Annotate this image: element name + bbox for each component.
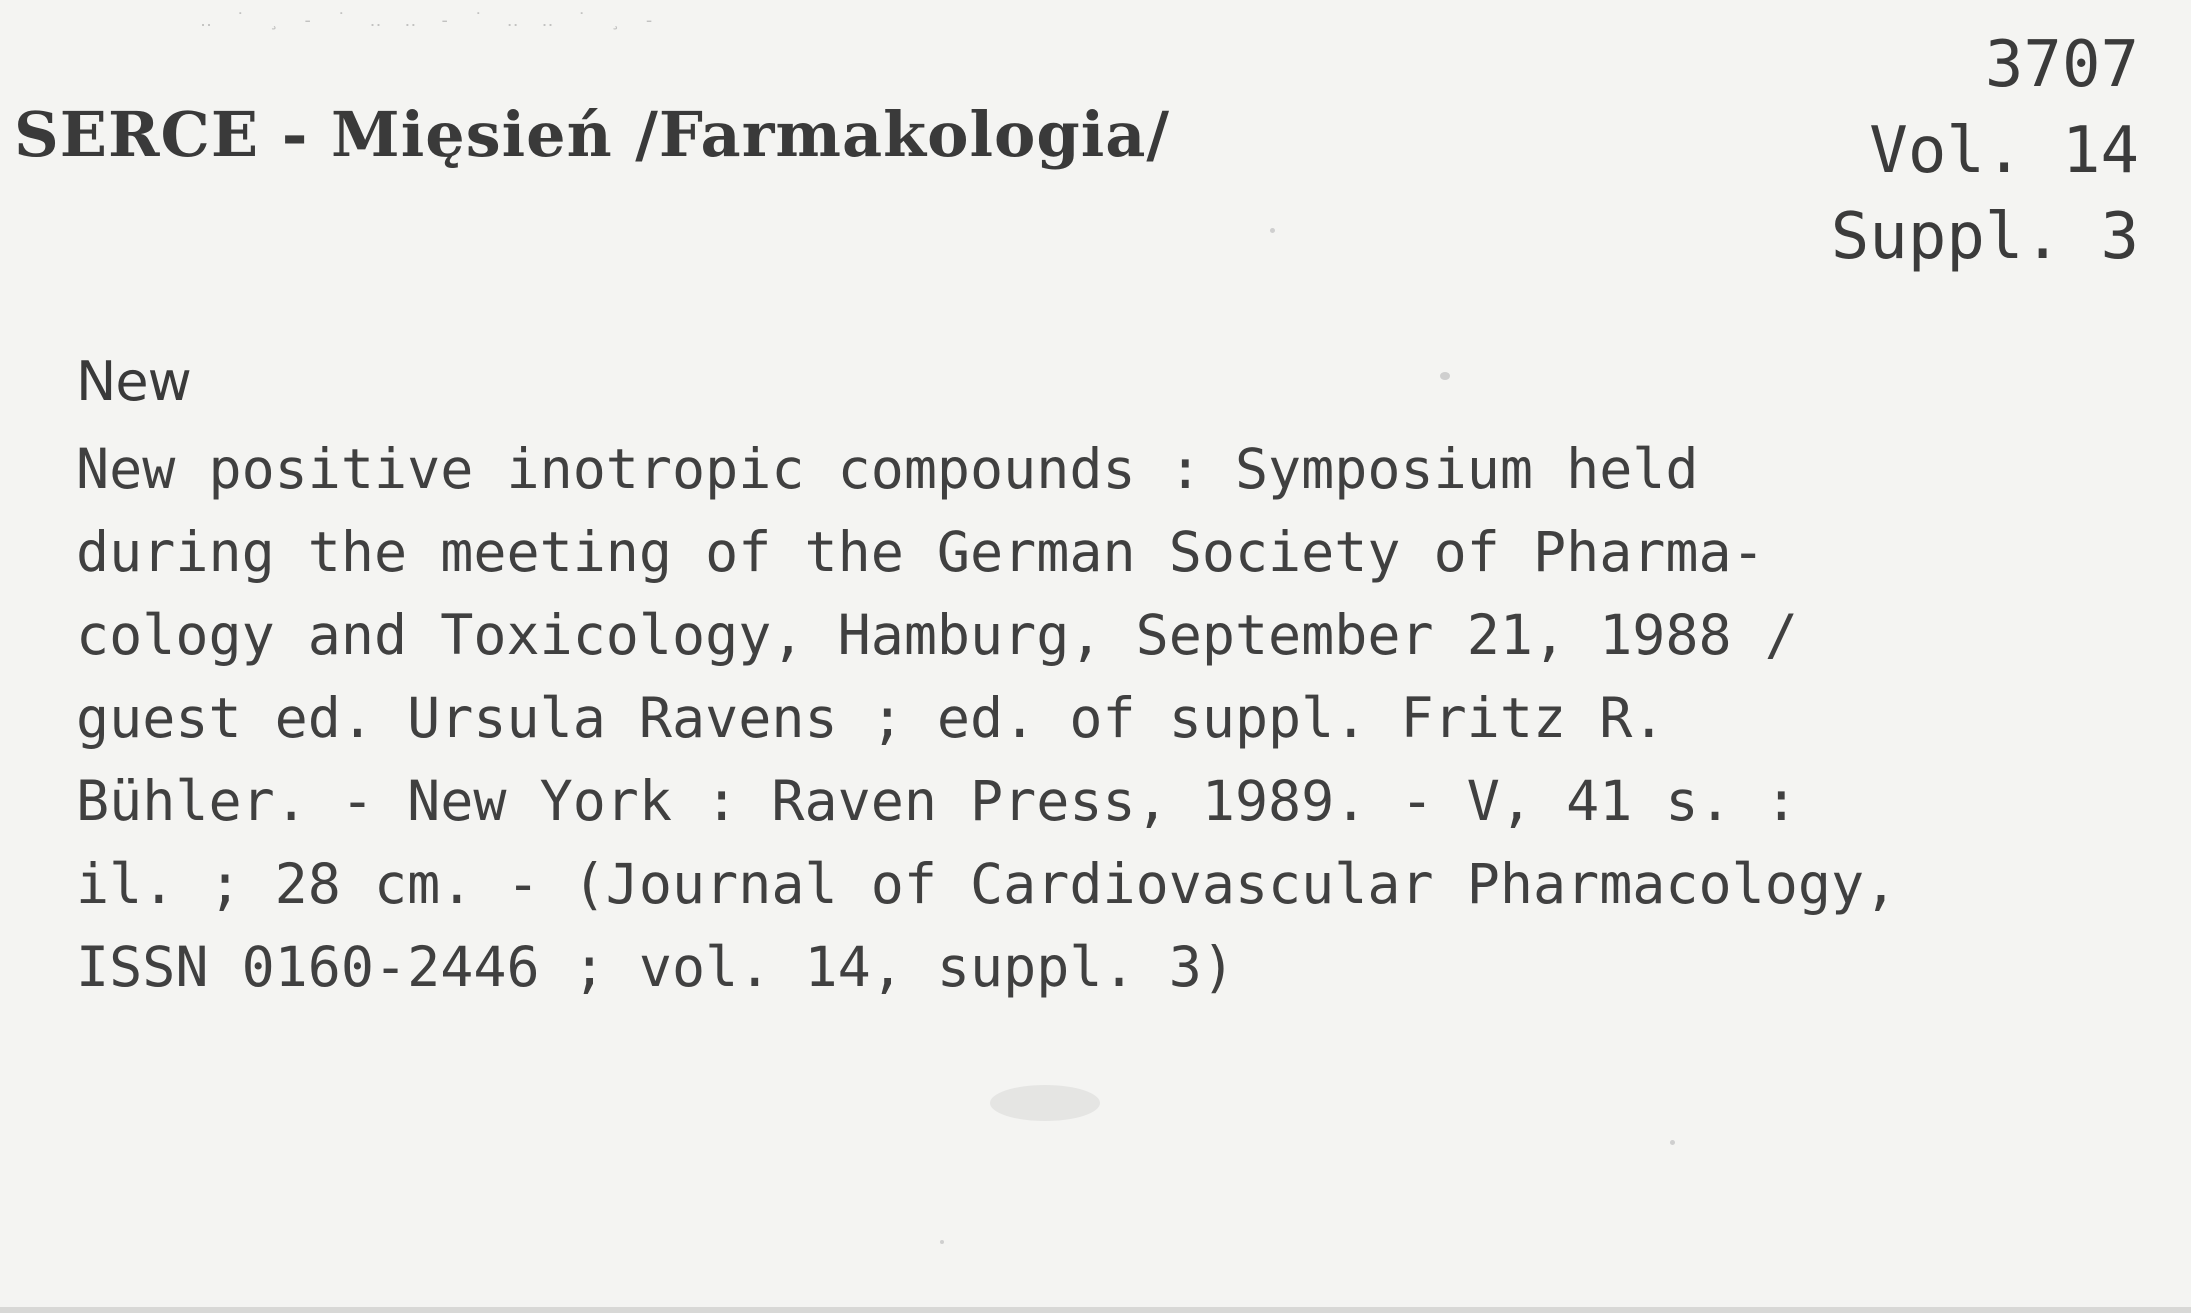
faded-header-marks: ‥ ˙ ¸ ‑ ˙ ‥ ‥ ‑ ˙ ‥ ‥ ˙ ¸ ‑ [200,10,661,31]
description-line: ISSN 0160-2446 ; vol. 14, suppl. 3) [76,935,1235,999]
dust-speck [1670,1140,1675,1145]
dust-speck [940,1240,944,1244]
dust-speck [1440,372,1450,380]
description-line: guest ed. Ursula Ravens ; ed. of suppl. Fritz R. [76,686,1666,750]
description-line: Bühler. - New York : Raven Press, 1989. - V, 41 s. : [76,769,1798,833]
main-entry: New [76,350,191,413]
dust-speck [1270,228,1275,233]
bibliographic-description [76,428,2176,1009]
call-number [1831,22,2139,280]
call-number-line: 3707 [1984,28,2139,102]
description-line: during the meeting of the German Society of Pharma- [76,520,1765,584]
volume-line: Vol. 14 [1869,114,2139,188]
subject-heading: SERCE - Mięsień /Farmakologia/ [14,98,1171,171]
card-bottom-edge [0,1307,2191,1313]
description-line: il. ; 28 cm. - (Journal of Cardiovascular Pharmacology, [76,852,1898,916]
supplement-line: Suppl. 3 [1830,200,2139,274]
description-line: cology and Toxicology, Hamburg, September 21, 1988 / [76,603,1798,667]
paper-scuff [990,1085,1100,1121]
description-line: New positive inotropic compounds : Symposium held [76,437,1699,501]
